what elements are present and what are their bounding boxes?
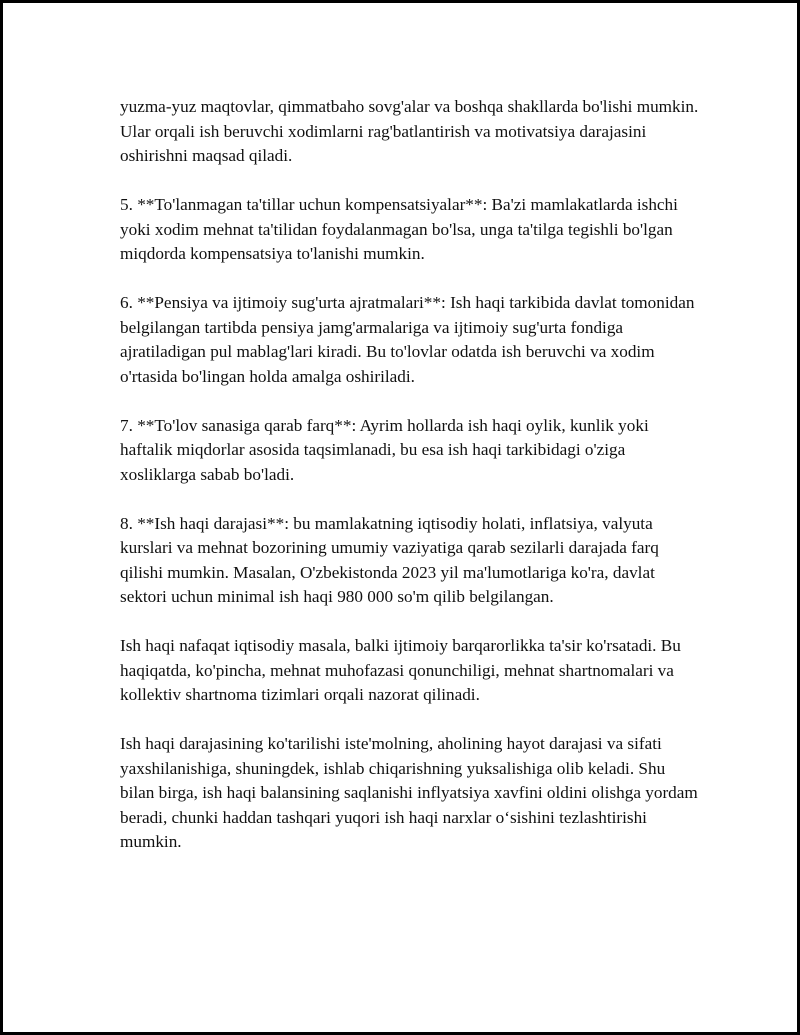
- paragraph-item-6: 6. **Pensiya va ijtimoiy sug'urta ajratmalari**: Ish haqi tarkibida davlat tomonidan belgilangan tartibda pensiya jamg'armalariga va ijtimoiy sug'urta fondiga ajratiladigan pul mablag'lari kiradi. Bu to'lovlar odatda ish beruvchi va xodim o'rtasida bo'lingan holda amalga oshiriladi.: [120, 293, 695, 386]
- paragraph-item-5: 5. **To'lanmagan ta'tillar uchun kompensatsiyalar**: Ba'zi mamlakatlarda ishchi yoki xodim mehnat ta'tilidan foydalanmagan bo'lsa, unga ta'tilga tegishli bo'lgan miqdorda kompensatsiya to'lanishi mumkin.: [120, 195, 678, 263]
- document-body: [120, 95, 700, 879]
- paragraph-item-7: 7. **To'lov sanasiga qarab farq**: Ayrim hollarda ish haqi oylik, kunlik yoki haftalik miqdorlar asosida taqsimlanadi, bu esa ish haqi tarkibidagi o'ziga xosliklarga sabab bo'ladi.: [120, 415, 649, 484]
- paragraph-item-8: 8. **Ish haqi darajasi**: bu mamlakatning iqtisodiy holati, inflatsiya, valyuta kurslari va mehnat bozorining umumiy vaziyatiga qarab sezilarli darajada farq qilishi mumkin. Masalan, O'zbekistonda 2023 yil ma'lumotlariga ko'ra, davlat sektori uchun minimal ish haqi 980 000 so'm qilib belgilangan.: [120, 513, 659, 606]
- paragraph-intro-continuation: yuzma-yuz maqtovlar, qimmatbaho sovg'alar va boshqa shakllarda bo'lishi mumkin. Ular orqali ish beruvchi xodimlarni rag'batlantirish va motivatsiya darajasini oshirishni maqsad qiladi.: [120, 97, 699, 165]
- paragraph-social-stability: Ish haqi nafaqat iqtisodiy masala, balki ijtimoiy barqarorlikka ta'sir ko'rsatadi. Bu haqiqatda, ko'pincha, mehnat muhofazasi qonunchiligi, mehnat shartnomalari va kollektiv shartnoma tizimlari orqali nazorat qilinadi.: [120, 636, 681, 704]
- paragraph-wage-growth: Ish haqi darajasining ko'tarilishi iste'molning, aholining hayot darajasi va sifati yaxshilanishiga, shuningdek, ishlab chiqarishning yuksalishiga olib keladi. Shu bilan birga, ish haqi balansining saqlanishi inflyatsiya xavfini oldini olishga yordam beradi, chunki haddan tashqari yuqori ish haqi narxlar o‘sishini tezlashtirishi mumkin.: [120, 734, 698, 851]
